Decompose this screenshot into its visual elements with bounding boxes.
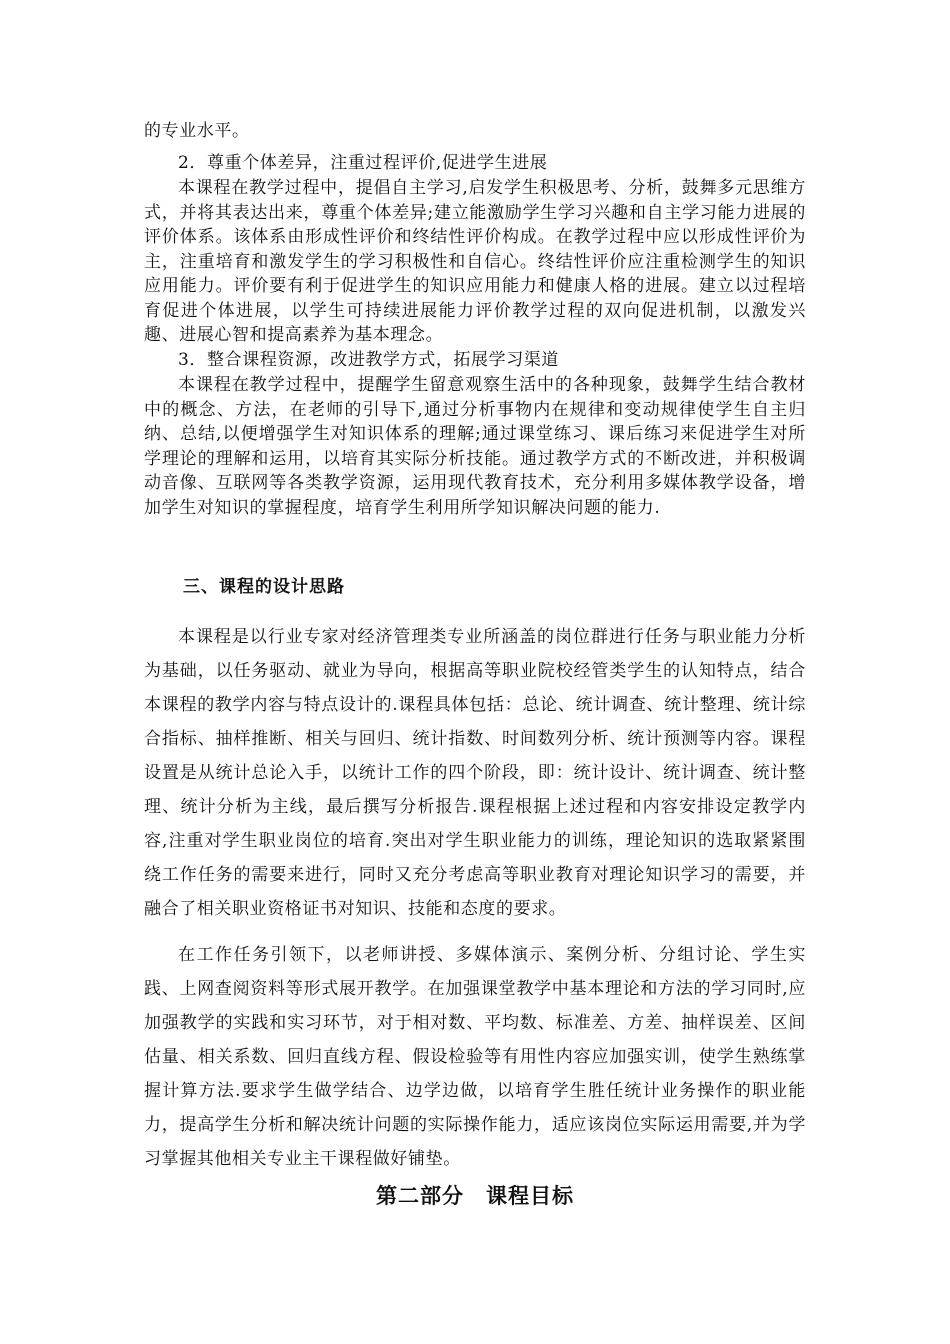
item-2-title: 2．尊重个体差异，注重过程评价,促进学生进展 bbox=[178, 153, 548, 173]
section-3-paragraph-1: 本课程是以行业专家对经济管理类专业所涵盖的岗位群进行任务与职业能力分析为基础，以任务驱动、就业为导向，根据高等职业院校经管类学生的认知特点，结合本课程的教学内容与特点设计的.课程具体包括：总论、统计调查、统计整理、统计综合指标、抽样推断、相关与回归、统计指数、时间数列分析、统计预测等内容。课程设置是从统计总论入手，以统计工作的四个阶段，即：统计设计、统计调查、统计整理、统计分析为主线，最后撰写分析报告.课程根据上述过程和内容安排设定教学内容,注重对学生职业岗位的培育.突出对学生职业能力的训练，理论知识的选取紧紧围绕工作任务的需要来进行，同时又充分考虑高等职业教育对理论知识学习的需要，并融合了相关职业资格证书对知识、技能和态度的要求。 bbox=[144, 627, 806, 919]
item-2-paragraph: 本课程在教学过程中，提倡自主学习,启发学生积极思考、分析，鼓舞多元思维方式，并将其表达出来，尊重个体差异;建立能激励学生学习兴趣和自主学习能力进展的评价体系。该体系由形成性评价和终结性评价构成。在教学过程中应以形成性评价为主，注重培育和激发学生的学习积极性和自信心。终结性评价应注重检测学生的知识应用能力。评价要有利于促进学生的知识应用能力和健康人格的进展。建立以过程培育促进个体进展，以学生可持续进展能力评价教学过程的双向促进机制，以激发兴趣、进展心智和提高素养为基本理念。 bbox=[144, 178, 806, 345]
section-3-heading: 三、课程的设计思路 bbox=[183, 577, 345, 597]
section-3-paragraph-2: 在工作任务引领下，以老师讲授、多媒体演示、案例分析、分组讨论、学生实践、上网查阅资料等形式展开教学。在加强课堂教学中基本理论和方法的学习同时,应加强教学的实践和实习环节，对于相对数、平均数、标准差、方差、抽样误差、区间估量、相关系数、回归直线方程、假设检验等有用性内容应加强实训，使学生熟练掌握计算方法.要求学生做学结合、边学边做，以培育学生胜任统计业务操作的职业能力，提高学生分析和解决统计问题的实际操作能力，适应该岗位实际运用需要,并为学习掌握其他相关专业主干课程做好铺垫。 bbox=[144, 945, 806, 1169]
item-3-paragraph: 本课程在教学过程中，提醒学生留意观察生活中的各种现象，鼓舞学生结合教材中的概念、方法，在老师的引导下,通过分析事物内在规律和变动规律使学生自主归纳、总结,以便增强学生对知识体系的理解;通过课堂练习、课后练习来促进学生对所学理论的理解和运用，以培育其实际分析技能。通过教学方式的不断改进，并积极调动音像、互联网等各类教学资源，运用现代教育技术，充分利用多媒体教学设备，增加学生对知识的掌握程度，培育学生利用所学知识解决问题的能力. bbox=[144, 375, 806, 518]
continuation-text: 的专业水平。 bbox=[144, 121, 250, 141]
item-3-title: 3．整合课程资源，改进教学方式，拓展学习渠道 bbox=[178, 350, 560, 370]
part-2-title: 第二部分 课程目标 bbox=[376, 1184, 574, 1208]
